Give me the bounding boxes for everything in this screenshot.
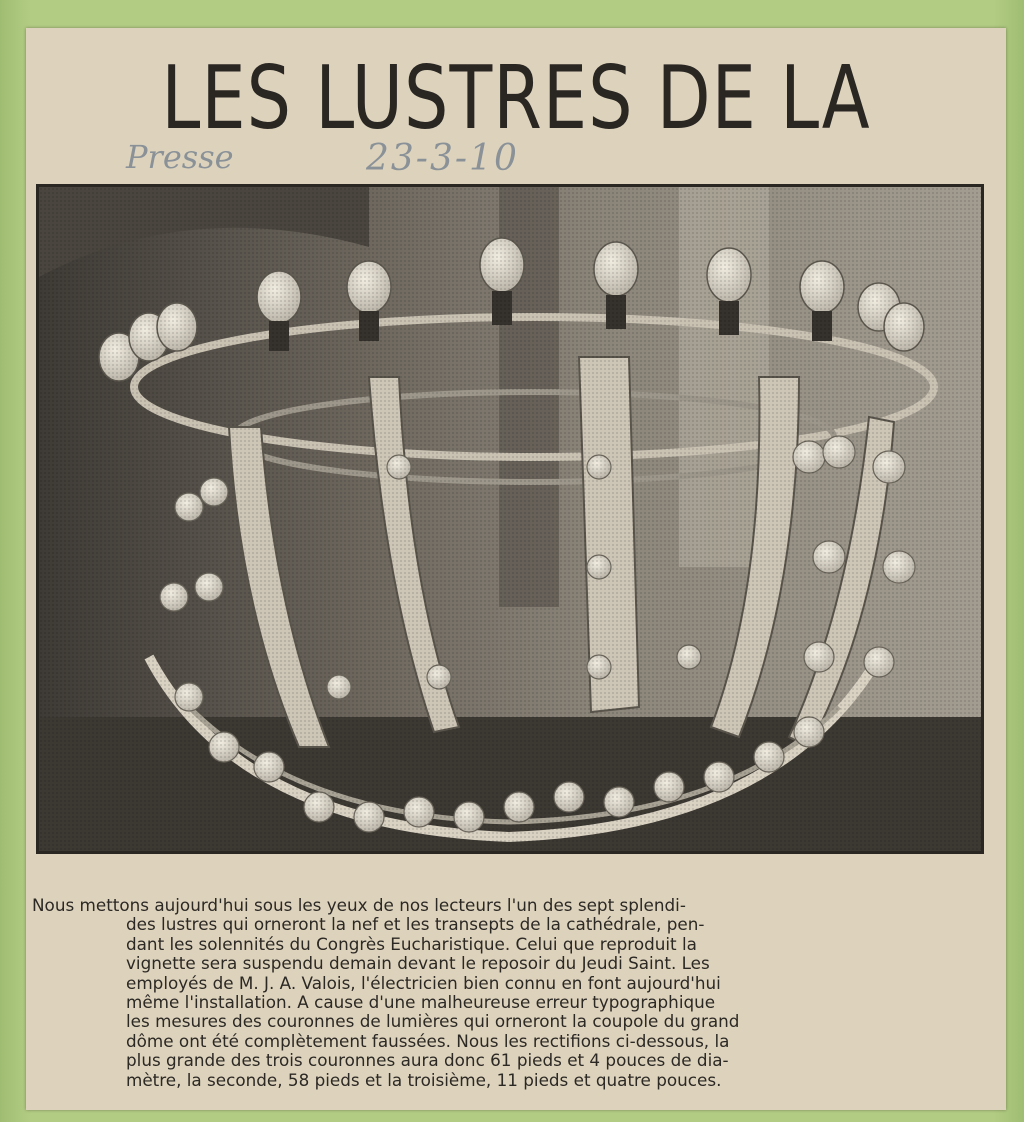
caption-line: les mesures des couronnes de lumières qui orneront la coupole du grand <box>126 1011 740 1032</box>
handwritten-source-note: Presse <box>126 138 234 176</box>
chandelier-photo-icon <box>39 187 981 851</box>
caption-line: dôme ont été complètement faussées. Nous les rectifions ci-dessous, la <box>126 1030 730 1051</box>
caption-line: Nous mettons aujourd'hui sous les yeux de nos lecteurs l'un des sept splendi- <box>32 895 686 915</box>
article-caption <box>32 896 994 1090</box>
newspaper-clipping <box>26 28 1006 1110</box>
caption-line: même l'installation. A cause d'une malheureuse erreur typographique <box>126 992 716 1013</box>
caption-line: dant les solennités du Congrès Eucharistique. Celui que reproduit la <box>126 933 697 954</box>
caption-line: des lustres qui orneront la nef et les transepts de la cathédrale, pen- <box>126 914 705 935</box>
caption-line: employés de M. J. A. Valois, l'électricien bien connu en font aujourd'hui <box>126 972 721 993</box>
caption-line: plus grande des trois couronnes aura donc 61 pieds et 4 pouces de dia- <box>126 1050 729 1071</box>
caption-line: vignette sera suspendu demain devant le reposoir du Jeudi Saint. Les <box>126 953 710 974</box>
handwritten-date-note: 23-3-10 <box>366 138 519 179</box>
headline: LES LUSTRES DE LA <box>161 46 871 150</box>
caption-line: mètre, la seconde, 58 pieds et la troisième, 11 pieds et quatre pouces. <box>126 1069 722 1090</box>
chandelier-photo <box>36 184 984 854</box>
